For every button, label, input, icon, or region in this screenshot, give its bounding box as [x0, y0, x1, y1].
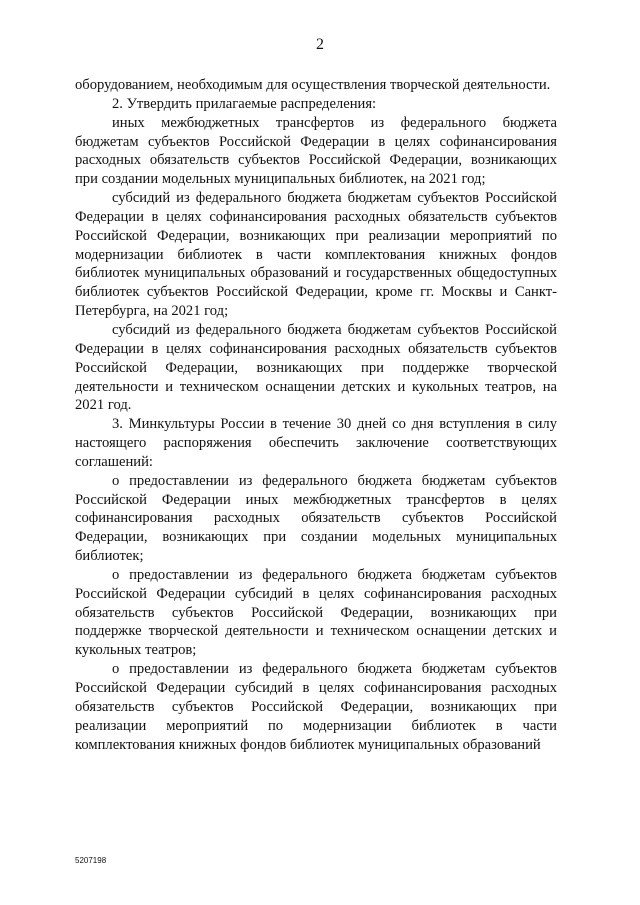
paragraph-model-libraries-transfers: иных межбюджетных трансфертов из федерального бюджета бюджетам субъектов Российской Федерации в целях софинансирования расходных обязательств субъектов Российской Федерации, возникающих при создании модельных муниципальных библиотек, на 2021 год;	[75, 114, 557, 188]
document-code: 5207198	[75, 856, 107, 865]
page-number: 2	[316, 36, 324, 53]
paragraph-agreement-libraries: о предоставлении из федерального бюджета бюджетам субъектов Российской Федерации субсидий в целях софинансирования расходных обязательств субъектов Российской Федерации, возникающих при реализации мероприятий по модернизации библиотек в части комплектования книжных фондов библиотек муниципальных образований	[75, 661, 557, 753]
paragraph-item-3-heading: 3. Минкультуры России в течение 30 дней со дня вступления в силу настоящего распоряжения обеспечить заключение соответствующих соглашений:	[75, 416, 557, 470]
document-body	[75, 76, 557, 754]
paragraph-theatre-support-subsidies: субсидий из федерального бюджета бюджетам субъектов Российской Федерации в целях софинансирования расходных обязательств субъектов Российской Федерации, возникающих при поддержке творческой деятельности и техническом оснащении детских и кукольных театров, на 2021 год.	[75, 321, 557, 414]
paragraph-library-modernization-subsidies: субсидий из федерального бюджета бюджетам субъектов Российской Федерации в целях софинансирования расходных обязательств субъектов Российской Федерации, возникающих при реализации мероприятий по модернизации библиотек в части комплектования книжных фондов библиотек муниципальных образований и государственных общедоступных библиотек субъектов Российской Федерации, кроме гг. Москвы и Санкт-Петербурга, на 2021 год;	[75, 190, 557, 320]
paragraph-agreement-transfers: о предоставлении из федерального бюджета бюджетам субъектов Российской Федерации иных межбюджетных трансфертов в целях софинансирования расходных обязательств субъектов Российской Федерации, возникающих при создании модельных муниципальных библиотек;	[75, 472, 557, 565]
paragraph-item-2-heading: 2. Утвердить прилагаемые распределения:	[112, 95, 377, 112]
paragraph-agreement-theatres: о предоставлении из федерального бюджета бюджетам субъектов Российской Федерации субсидий в целях софинансирования расходных обязательств субъектов Российской Федерации, возникающих при поддержке творческой деятельности и техническом оснащении детских и кукольных театров;	[75, 566, 557, 659]
paragraph-equipment-continuation: оборудованием, необходимым для осуществления творческой деятельности.	[75, 77, 551, 93]
